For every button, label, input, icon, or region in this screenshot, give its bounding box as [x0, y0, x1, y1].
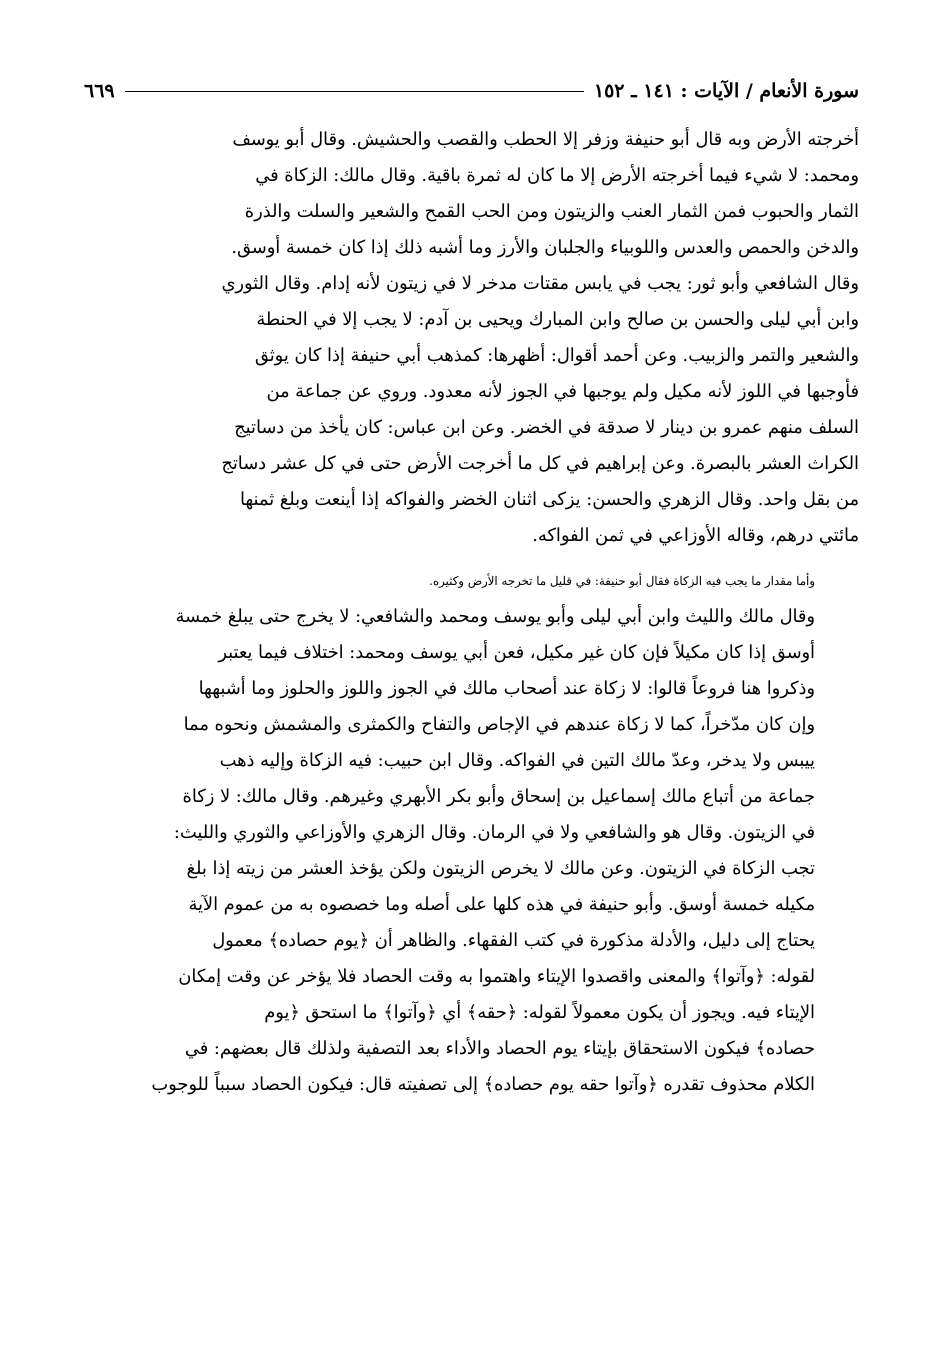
text-line: والدخن والحمص والعدس واللوبياء والجلبان والأرز وما أشبه ذلك إذا كان خمسة أوسق. — [231, 237, 859, 258]
text-line: أخرجته الأرض وبه قال أبو حنيفة وزفر إلا الحطب والقصب والحشيش. وقال أبو يوسف — [232, 129, 859, 150]
paragraph — [84, 122, 859, 554]
paragraph — [84, 563, 859, 1103]
text-line: والشعير والتمر والزبيب. وعن أحمد أقوال: أظهرها: كمذهب أبي حنيفة إذا كان يوثق — [254, 345, 859, 366]
text-line: وإن كان مدّخراً، كما لا زكاة عندهم في الإجاص والتفاح والكمثرى والمشمش ونحوه مما — [183, 714, 815, 735]
text-line: مائتي درهم، وقاله الأوزاعي في ثمن الفواكه. — [532, 525, 859, 546]
text-line: يحتاج إلى دليل، والأدلة مذكورة في كتب الفقهاء. والظاهر أن ﴿يوم حصاده﴾ معمول — [212, 930, 815, 951]
text-line: حصاده﴾ فيكون الاستحقاق بإيتاء يوم الحصاد والأداء بعد التصفية ولذلك قال بعضهم: في — [184, 1038, 815, 1059]
text-line: الإيتاء فيه. ويجوز أن يكون معمولاً لقوله: ﴿حقه﴾ أي ﴿وآتوا﴾ ما استحق ﴿يوم — [264, 1002, 815, 1023]
page-header — [84, 74, 859, 108]
text-line: في الزيتون. وقال هو والشافعي ولا في الرمان. وقال الزهري والأوزاعي والثوري والليث: — [173, 822, 815, 843]
text-line: جماعة من أتباع مالك إسماعيل بن إسحاق وأبو بكر الأبهري وغيرهم. وقال مالك: لا زكاة — [182, 786, 815, 807]
text-line: مكيله خمسة أوسق. وأبو حنيفة في هذه كلها على أصله وما خصصوه به من عموم الآية — [188, 894, 815, 915]
body-text — [84, 122, 859, 1103]
text-line: وقال مالك والليث وابن أبي ليلى وأبو يوسف ومحمد والشافعي: لا يخرج حتى يبلغ خمسة — [175, 606, 815, 627]
text-line: السلف منهم عمرو بن دينار لا صدقة في الخضر. وعن ابن عباس: كان يأخذ من دساتيج — [234, 417, 859, 438]
text-line: وأما مقدار ما يجب فيه الزكاة فقال أبو حنيفة: في قليل ما تخرجه الأرض وكثيره. — [429, 574, 815, 588]
text-line: الكراث العشر بالبصرة. وعن إبراهيم في كل ما أخرجت الأرض حتى في كل عشر دساتج — [221, 453, 859, 474]
text-line: ييبس ولا يدخر، وعدّ مالك التين في الفواكه. وقال ابن حبيب: فيه الزكاة وإليه ذهب — [219, 750, 815, 771]
header-rule — [125, 91, 584, 92]
text-line: فأوجبها في اللوز لأنه مكيل ولم يوجبها في الجوز لأنه معدود. وروي عن جماعة من — [266, 381, 859, 402]
text-line: من بقل واحد. وقال الزهري والحسن: يزكى اثنان الخضر والفواكه إذا أينعت وبلغ ثمنها — [239, 489, 859, 510]
text-line: وذكروا هنا فروعاً قالوا: لا زكاة عند أصحاب مالك في الجوز واللوز والحلوز وما أشبهها — [198, 678, 815, 699]
page-number: ٦٦٩ — [84, 80, 115, 102]
text-line: الكلام محذوف تقدره ﴿وآتوا حقه يوم حصاده﴾ إلى تصفيته قال: فيكون الحصاد سبباً للوجوب — [151, 1074, 815, 1095]
text-line: وابن أبي ليلى والحسن بن صالح وابن المبارك ويحيى بن آدم: لا يجب إلا في الحنطة — [256, 309, 859, 330]
text-line: تجب الزكاة في الزيتون. وعن مالك لا يخرص الزيتون ولكن يؤخذ العشر من زيته إذا بلغ — [186, 858, 815, 879]
text-line: وقال الشافعي وأبو ثور: يجب في يابس مقتات مدخر لا في زيتون لأنه إدام. وقال الثوري — [221, 273, 859, 294]
running-title: سورة الأنعام / الآيات : ١٤١ ـ ١٥٢ — [593, 80, 859, 102]
text-line: لقوله: ﴿وآتوا﴾ والمعنى واقصدوا الإيتاء واهتموا به وقت الحصاد فلا يؤخر عن وقت إمكان — [178, 966, 815, 987]
text-line: ومحمد: لا شيء فيما أخرجته الأرض إلا ما كان له ثمرة باقية. وقال مالك: الزكاة في — [255, 165, 859, 186]
text-line: الثمار والحبوب فمن الثمار العنب والزيتون ومن الحب القمح والشعير والسلت والذرة — [244, 201, 859, 222]
text-line: أوسق إذا كان مكيلاً فإن كان غير مكيل، فعن أبي يوسف ومحمد: اختلاف فيما يعتبر — [218, 642, 815, 663]
